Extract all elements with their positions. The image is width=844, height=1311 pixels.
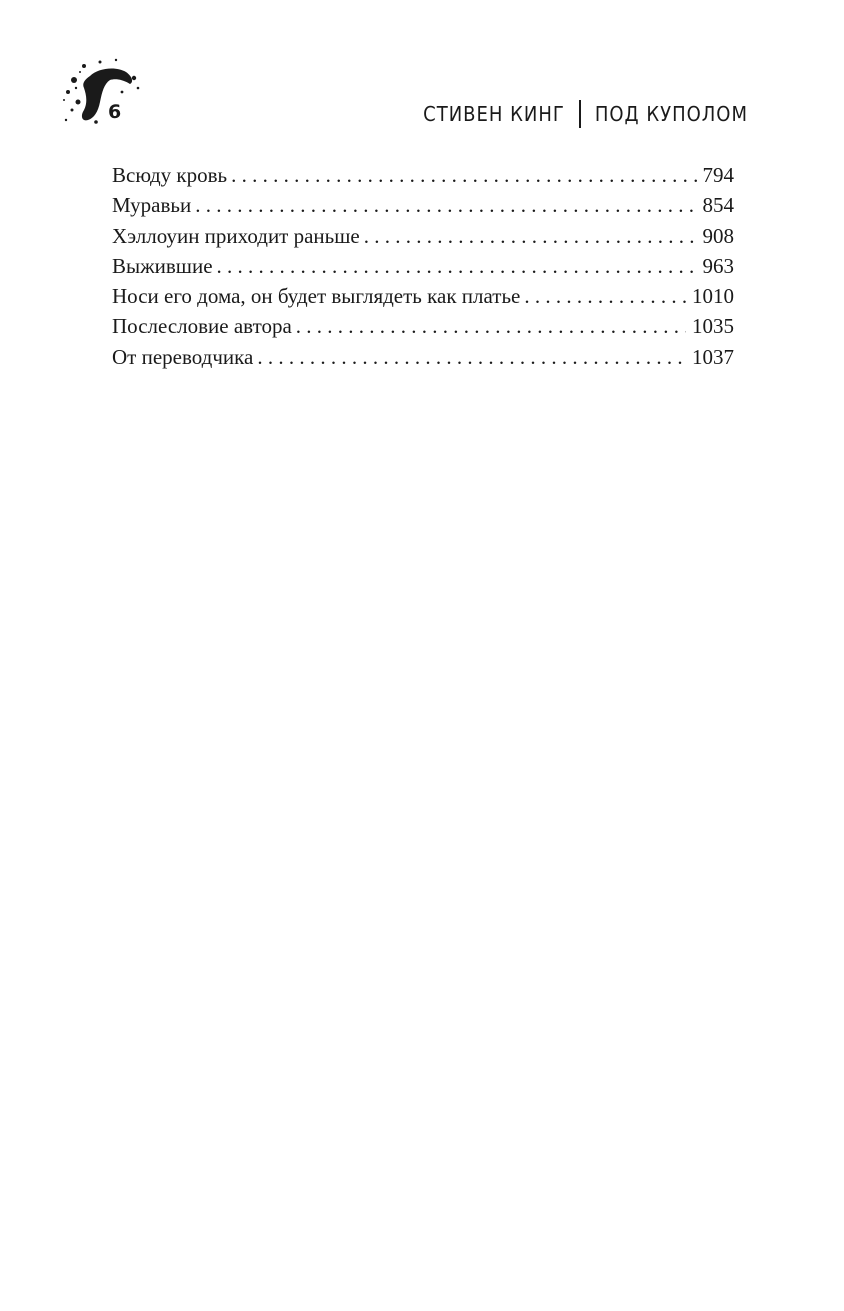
- toc-entry-page: 1010: [692, 284, 734, 309]
- toc-entry-title: Послесловие автора: [112, 314, 292, 339]
- toc-entry[interactable]: [112, 342, 734, 372]
- toc-entry-title: Муравьи: [112, 193, 192, 218]
- toc-dot-leader: [195, 190, 696, 220]
- running-head-author: СТИВЕН КИНГ: [423, 102, 565, 126]
- toc-dot-leader: [524, 281, 686, 311]
- toc-entry-title: Всюду кровь: [112, 163, 228, 187]
- toc-dot-leader: [217, 251, 697, 281]
- toc-entry-page: 794: [702, 163, 734, 187]
- toc-entry[interactable]: [112, 221, 734, 251]
- toc-entry-page: 1035: [692, 314, 734, 339]
- running-head: [423, 100, 748, 128]
- table-of-contents: [112, 160, 734, 372]
- toc-dot-leader: [296, 311, 686, 341]
- page-header: [0, 0, 844, 140]
- toc-entry-title: От переводчика: [112, 344, 254, 369]
- toc-entry-title: Хэллоуин приходит раньше: [112, 223, 360, 248]
- toc-entry[interactable]: [112, 251, 734, 281]
- toc-entry-page: 1037: [692, 344, 734, 369]
- toc-entry[interactable]: [112, 160, 734, 190]
- running-head-title: ПОД КУПОЛОМ: [594, 102, 748, 126]
- toc-entry-title: Носи его дома, он будет выглядеть как платье: [112, 284, 521, 309]
- toc-entry-page: 908: [702, 223, 734, 248]
- toc-entry[interactable]: [112, 281, 734, 311]
- toc-entry-page: 854: [702, 193, 734, 218]
- toc-entry-page: 963: [702, 253, 734, 278]
- toc-entry[interactable]: [112, 190, 734, 220]
- ink-splatter-icon: [60, 58, 142, 126]
- page-number: 6: [108, 101, 122, 123]
- running-head-divider: [579, 100, 581, 128]
- toc-dot-leader: [257, 342, 686, 372]
- toc-entry-title: Выжившие: [112, 253, 213, 278]
- toc-dot-leader: [231, 160, 696, 190]
- toc-entry[interactable]: [112, 311, 734, 341]
- toc-dot-leader: [364, 221, 697, 251]
